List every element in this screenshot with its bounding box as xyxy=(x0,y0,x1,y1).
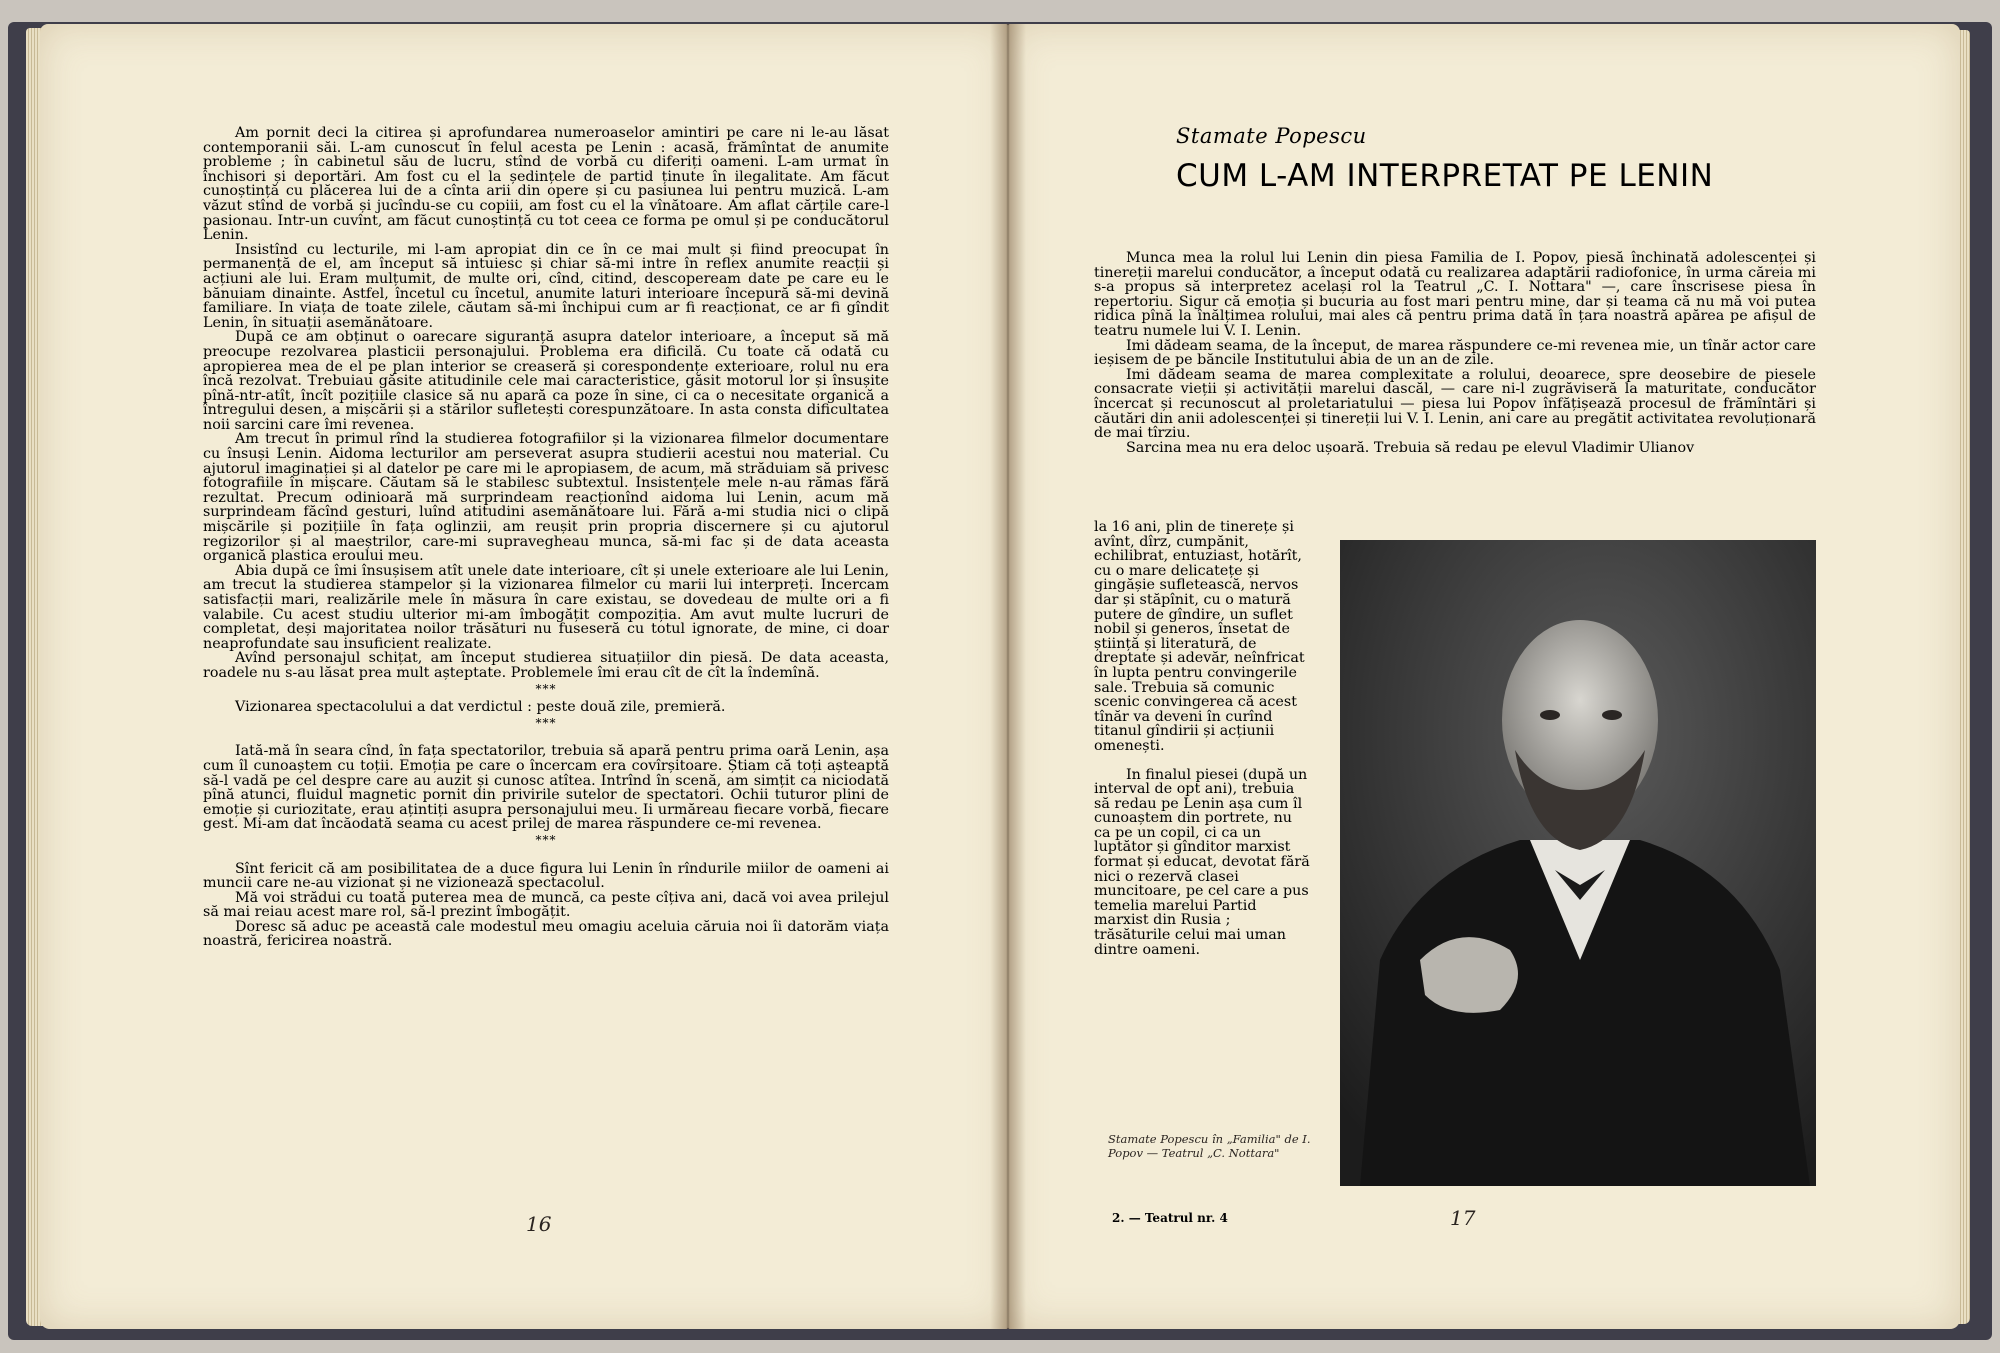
right-paragraph-4: Sarcina mea nu era deloc ușoară. Trebuia să redau pe elevul Vladimir Ulianov xyxy=(1126,439,1695,456)
page-number-left: 16 xyxy=(526,1212,552,1236)
section-separator: *** xyxy=(535,715,557,730)
right-paragraph-1: Munca mea la rolul lui Lenin din piesa Familia de I. Popov, piesă închinată adolescenței și tinereții marelui conducător, a început odată cu realizarea adaptării radiofonice, în urma căreia mi s-a propus să interpretez același rol la Teatrul „C. I. Nottara" —, care înscrisese piesa în repertoriu. Sigur că emoția și bucuria au fost mari pentru mine, dar și teama că nu mă voi putea ridica pînă la înălțimea rolului, mai ales că pentru prima dată în țara noastră apărea pe afișul de teatru numele lui V. I. Lenin. xyxy=(1094,250,1816,339)
left-paragraph-4: Am trecut în primul rînd la studierea fotografiilor și la vizionarea filmelor documentare cu însuși Lenin. Aidoma lecturilor am perseverat asupra studierii acestui nou material. Cu ajutorul imaginației și al datelor pe care mi le apropiasem, de acum, mă străduiam să privesc fotografiile în mișcare. Căutam să le stabilesc subtextul. Insistențele mele n-au rămas fără rezultat. Precum odinioară mă surprindeam reacționînd aidoma lui Lenin, acum mă surprindeam făcînd gesturi, luînd atitudini asemănătoare lui. Fără a-mi studia nici o clipă mișcările și pozițiile în fața oglinzii, am reușit prin propria discernere și cu ajutorul regizorilor și al maeștrilor, care-mi supravegheau munca, să-mi fac și de data aceasta organică plastica eroului meu. xyxy=(203,431,889,565)
section-separator: *** xyxy=(535,681,557,696)
left-paragraph-5: Abia după ce îmi însușisem atît unele date interioare, cît și unele exterioare ale lui Lenin, am trecut la studierea stampelor și la vizionarea filmelor cu marii lui interpreți. Incercam satisfacții mari, realizările mele în măsura în care existau, se dovedeau de multe ori a fi valabile. Cu acest studiu ulterior mi-am îmbogățit compoziția. Am avut multe lucruri de completat, deși majoritatea noilor trăsături nu fuseseră cu totul ignorate, de mine, ci doar neaprofundate sau insuficient realizate. xyxy=(203,562,889,652)
right-paragraph-2: Imi dădeam seama, de la început, de marea răspundere ce-mi revenea mie, un tînăr actor care ieșisem de pe băncile Institutului abia de un an de zile. xyxy=(1094,337,1816,369)
left-paragraph-2: Insistînd cu lecturile, mi l-am apropiat din ce în ce mai mult și fiind preocupat în permanență de el, am început să intuiesc și chiar să-mi intre în reflex anumite reacții și acțiuni ale lui. Eram mulțumit, de multe ori, cînd, citind, descopeream date pe care eu le bănuiam dinainte. Astfel, încetul cu încetul, anumite laturi interioare începură să-mi devină familiare. In viața de toate zilele, căutam să-mi închipui cum ar fi reacționat, ce ar fi gîndit Lenin, în situații asemănătoare. xyxy=(203,241,889,331)
book-gutter xyxy=(990,24,1026,1329)
narrow-paragraph-2: In finalul piesei (după un interval de opt ani), trebuia să redau pe Lenin așa cum îl cunoaștem din portrete, nu ca pe un copil, ci ca un luptător și gînditor marxist format și educat, devotat fără nici o rezervă clasei muncitoare, pe cel care a pus temelia marelui Partid marxist din Rusia ; trăsăturile celui mai uman dintre oameni. xyxy=(1094,766,1310,958)
left-paragraph-6: Avînd personajul schițat, am început studierea situațiilor din piesă. De data aceasta, roadele nu s-au lăsat prea mult așteptate. Problemele îmi erau cît de cît la îndemînă. xyxy=(203,650,889,681)
closing-paragraph-2: Mă voi strădui cu toată puterea mea de muncă, ca peste cîțiva ani, dacă voi avea prilejul să mai reiau acest mare rol, să-l prezint îmbogățit. xyxy=(203,889,889,921)
photo-caption: Stamate Popescu în „Familia" de I. Popov — Teatrul „C. Nottara" xyxy=(1108,1132,1311,1160)
right-narrow-column xyxy=(1094,520,1310,957)
narrow-paragraph-1: la 16 ani, plin de tinerețe și avînt, dîrz, cumpănit, echilibrat, entuziast, hotărît, cu o mare delicatețe și gingășie sufletească, nervos dar și stăpînit, cu o matură putere de gîndire, un suflet nobil și generos, însetat de știință și literatură, de dreptate și adevăr, neînfricat în lupta pentru convingerile sale. Trebuia să comunic scenic convingerea că acest tînăr va deveni în curînd titanul gîndirii și acțiunii omenești. xyxy=(1094,519,1305,754)
portrait-photo xyxy=(1340,540,1816,1186)
page-number-right: 17 xyxy=(1450,1206,1476,1230)
closing-paragraph-3: Doresc să aduc pe această cale modestul meu omagiu aceluia căruia noi îi datorăm viața noastră, fericirea noastră. xyxy=(203,918,889,950)
article-title: CUM L-AM INTERPRETAT PE LENIN xyxy=(1176,158,1714,194)
evening-paragraph: Iată-mă în seara cînd, în fața spectatorilor, trebuia să apară pentru prima oară Lenin, așa cum îl cunoaștem cu toții. Emoția pe care o încercam era covîrșitoare. Știam că toți așteaptă să-l vadă pe cel despre care au auzit și cunosc atîtea. Intrînd în scenă, am simțit ca niciodată pînă atunci, fluidul magnetic pornit din privirile sutelor de spectatori. Ochii tuturor plini de emoție și curiozitate, erau ațintiți asupra personajului meu. Ii urmăreau fiecare vorbă, fiecare gest. Mi-am dat încăodată seama cu acest prilej de marea răspundere ce-mi revenea. xyxy=(203,743,889,833)
magazine-footer-note: 2. — Teatrul nr. 4 xyxy=(1112,1211,1228,1225)
section-separator: *** xyxy=(535,832,557,847)
lenin-portrait-image xyxy=(1340,540,1816,1186)
right-paragraph-3: Imi dădeam seama de marea complexitate a rolului, deoarece, spre deosebire de piesele consacrate vieții și activității marelui dascăl, — care ni-l zugrăviseră la maturitate, conducător încercat și recunoscut al proletariatului — piesa lui Popov înfățișează procesul de frămîntări și căutări din anii adolescenței și tinereții lui V. I. Lenin, ani care au pregătit activitatea revoluționară de mai tîrziu. xyxy=(1094,366,1816,442)
left-paragraph-1: Am pornit deci la citirea și aprofundarea numeroaselor amintiri pe care ni le-au lăsat contemporanii săi. L-am cunoscut în felul acesta pe Lenin : acasă, frămîntat de anumite probleme ; în cabinetul său de lucru, stînd de vorbă cu diferiți oameni. L-am urmat în închisori și deportări. Am fost cu el la ședințele de partid ținute în ilegalitate. Am făcut cunoștință cu plăcerea lui de a cînta arii din opere și cu pasiunea lui pentru muzică. L-am văzut stînd de vorbă și jucîndu-se cu copiii, am fost cu el la vînătoare. Am aflat cărțile care-l pasionau. Intr-un cuvînt, am făcut cunoștință cu tot ceea ce forma pe omul și pe conducătorul Lenin. xyxy=(203,125,889,244)
right-page-body xyxy=(1094,251,1816,455)
closing-paragraph-1: Sînt fericit că am posibilitatea de a duce figura lui Lenin în rîndurile miilor de oameni ai muncii care ne-au vizionat și ne vizionează spectacolul. xyxy=(203,860,889,892)
left-paragraph-3: După ce am obținut o oarecare siguranță asupra datelor interioare, a început să mă preocupe rezolvarea plasticii personajului. Problema era dificilă. Cu toate că odată cu apropierea mea de el pe plan interior se creaseră și corespondențe exterioare, rolul nu era încă rezolvat. Trebuiau găsite atitudinile cele mai caracteristice, găsit motorul lor și însușite pînă-ntr-atît, încît pozițiile clasice să nu apară ca poze în sine, ci ca o necesitate organică a întregului desen, a mișcării și a stărilor sufletești corespunzătoare. In asta consta dificultatea noii sarcini care îmi revenea. xyxy=(203,329,889,433)
article-author: Stamate Popescu xyxy=(1176,124,1367,148)
premiere-line: Vizionarea spectacolului a dat verdictul : peste două zile, premieră. xyxy=(235,699,726,716)
left-page-body xyxy=(203,126,889,949)
